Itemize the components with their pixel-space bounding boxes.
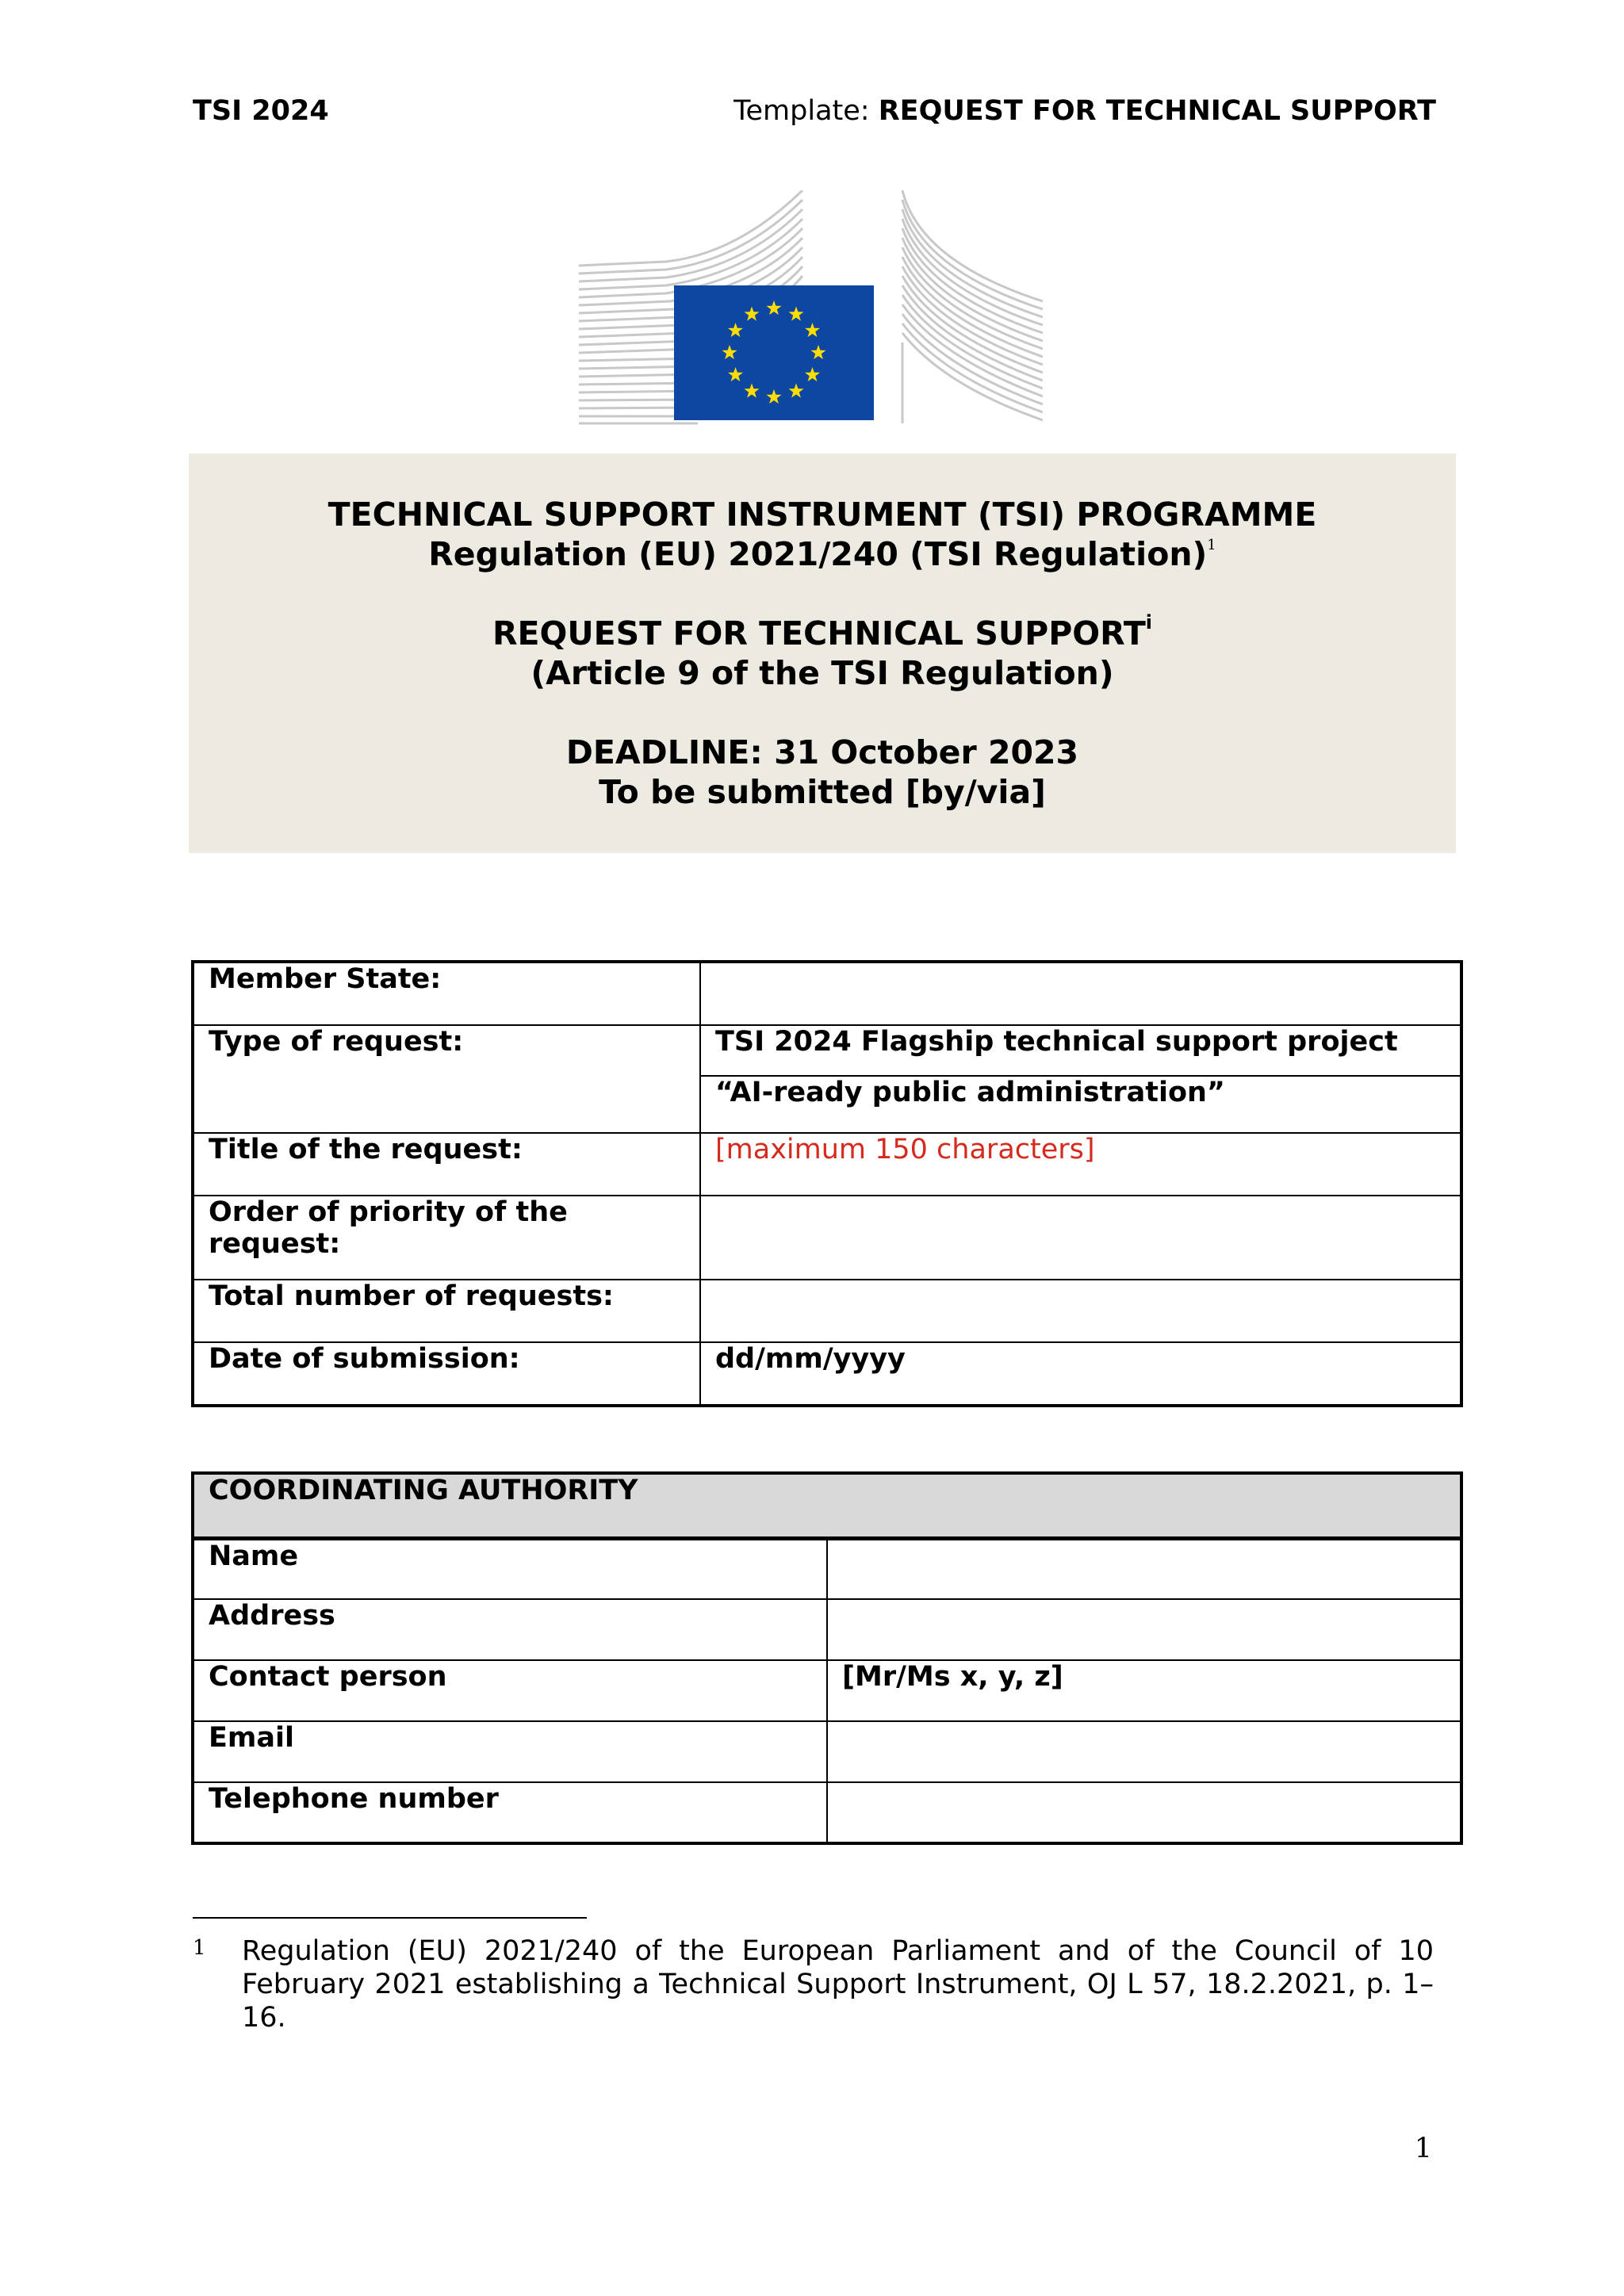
email-label: Email — [193, 1721, 827, 1782]
table-row — [193, 1025, 1461, 1076]
request-details-table — [191, 960, 1463, 1407]
type-of-request-value-2: “AI-ready public administration” — [700, 1076, 1461, 1133]
regulation-line: Regulation (EU) 2021/240 (TSI Regulation)$^1$ — [428, 535, 1216, 573]
name-field[interactable] — [827, 1538, 1461, 1599]
footnote-number: 1 — [193, 1936, 206, 1960]
priority-label: Order of priority of the request: — [193, 1196, 700, 1280]
title-of-request-field[interactable]: [maximum 150 characters] — [715, 1134, 1095, 1165]
title-box — [189, 453, 1456, 853]
footnote-text: Regulation (EU) 2021/240 of the European Parliament and of the Council of 10 February 2021 establishing a Technical Support Instrument, OJ L 57, 18.2.2021, p. 1–16. — [242, 1935, 1434, 2034]
contact-person-field[interactable]: [Mr/Ms x, y, z] — [827, 1660, 1461, 1721]
header-template-title — [733, 95, 1436, 127]
type-of-request-value-1: TSI 2024 Flagship technical support project — [700, 1025, 1461, 1076]
priority-field[interactable] — [700, 1196, 1461, 1280]
member-state-label: Member State: — [193, 962, 700, 1025]
email-field[interactable] — [827, 1721, 1461, 1782]
table-row — [193, 1660, 1461, 1721]
submission-line: To be submitted [by/via] — [599, 773, 1046, 811]
total-requests-field[interactable] — [700, 1280, 1461, 1342]
request-title: REQUEST FOR TECHNICAL SUPPORT$^i$ — [492, 611, 1153, 652]
table-row — [193, 1133, 1461, 1196]
deadline-line: DEADLINE: 31 October 2023 — [565, 733, 1079, 771]
article-line: (Article 9 of the TSI Regulation) — [530, 654, 1114, 692]
name-label: Name — [193, 1538, 827, 1599]
table-row — [193, 1342, 1461, 1406]
date-of-submission-field[interactable]: dd/mm/yyyy — [700, 1342, 1461, 1406]
table-row — [193, 1473, 1461, 1538]
total-requests-label: Total number of requests: — [193, 1280, 700, 1342]
endnote-ref-i: i — [1145, 611, 1153, 633]
european-commission-logo — [579, 190, 1043, 425]
table-row — [193, 1599, 1461, 1660]
address-field[interactable] — [827, 1599, 1461, 1660]
date-of-submission-label: Date of submission: — [193, 1342, 700, 1406]
header-template-prefix: Template: — [733, 95, 870, 127]
programme-title: TECHNICAL SUPPORT INSTRUMENT (TSI) PROGRAMME — [327, 496, 1317, 534]
header-doc-id: TSI 2024 — [193, 95, 329, 127]
footnote-ref-1: 1 — [1207, 537, 1216, 553]
table-row — [193, 1280, 1461, 1342]
table-row — [193, 1721, 1461, 1782]
coordinating-authority-heading: COORDINATING AUTHORITY — [193, 1473, 1461, 1538]
table-row — [193, 1196, 1461, 1280]
telephone-field[interactable] — [827, 1782, 1461, 1843]
contact-person-label: Contact person — [193, 1660, 827, 1721]
footnote — [193, 1934, 1434, 2034]
type-of-request-label: Type of request: — [193, 1025, 700, 1133]
table-row — [193, 1782, 1461, 1843]
footnote-separator — [193, 1917, 587, 1919]
member-state-field[interactable] — [700, 962, 1461, 1025]
coordinating-authority-table — [191, 1471, 1463, 1845]
page-number: 1 — [1414, 2133, 1432, 2164]
address-label: Address — [193, 1599, 827, 1660]
header-template-name: REQUEST FOR TECHNICAL SUPPORT — [878, 95, 1436, 127]
table-row — [193, 962, 1461, 1025]
telephone-label: Telephone number — [193, 1782, 827, 1843]
title-of-request-label: Title of the request: — [193, 1133, 700, 1196]
table-row — [193, 1538, 1461, 1599]
